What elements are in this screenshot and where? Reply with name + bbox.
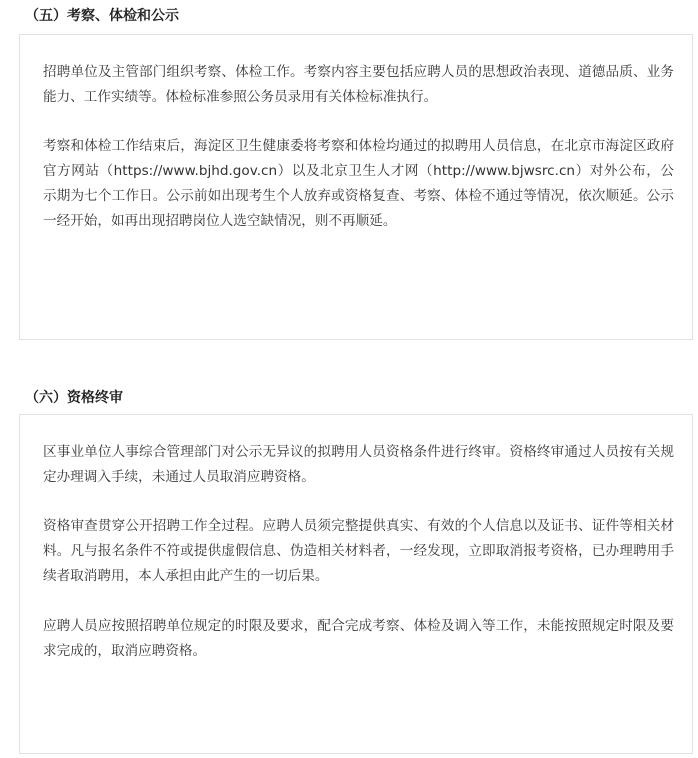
- section-heading-inspection: （五）考察、体检和公示: [25, 8, 179, 24]
- paragraph: 区事业单位人事综合管理部门对公示无异议的拟聘用人员资格条件进行终审。资格终审通过人员按有关规定办理调入手续，未通过人员取消应聘资格。: [43, 444, 674, 485]
- content-box-inspection: [19, 34, 693, 340]
- section-heading-final-review: （六）资格终审: [25, 390, 123, 406]
- paragraph: 招聘单位及主管部门组织考察、体检工作。考察内容主要包括应聘人员的思想政治表现、道德品质、业务能力、工作实绩等。体检标准参照公务员录用有关体检标准执行。: [43, 64, 674, 105]
- paragraph: 资格审查贯穿公开招聘工作全过程。应聘人员须完整提供真实、有效的个人信息以及证书、证件等相关材料。凡与报名条件不符或提供虚假信息、伪造相关材料者，一经发现，立即取消报考资格，已办理聘用手续者取消聘用，本人承担由此产生的一切后果。: [43, 518, 674, 584]
- paragraph: 应聘人员应按照招聘单位规定的时限及要求，配合完成考察、体检及调入等工作，未能按照规定时限及要求完成的，取消应聘资格。: [43, 618, 674, 659]
- paragraph: 考察和体检工作结束后，海淀区卫生健康委将考察和体检均通过的拟聘用人员信息，在北京市海淀区政府官方网站（https://www.bjhd.gov.cn）以及北京卫生人才网（http://www.bjwsrc.cn）对外公布，公示期为七个工作日。公示前如出现考生个人放弃或资格复查、考察、体检不通过等情况，依次顺延。公示一经开始，如再出现招聘岗位人选空缺情况，则不再顺延。: [43, 138, 674, 229]
- content-box-final-review: [19, 414, 693, 754]
